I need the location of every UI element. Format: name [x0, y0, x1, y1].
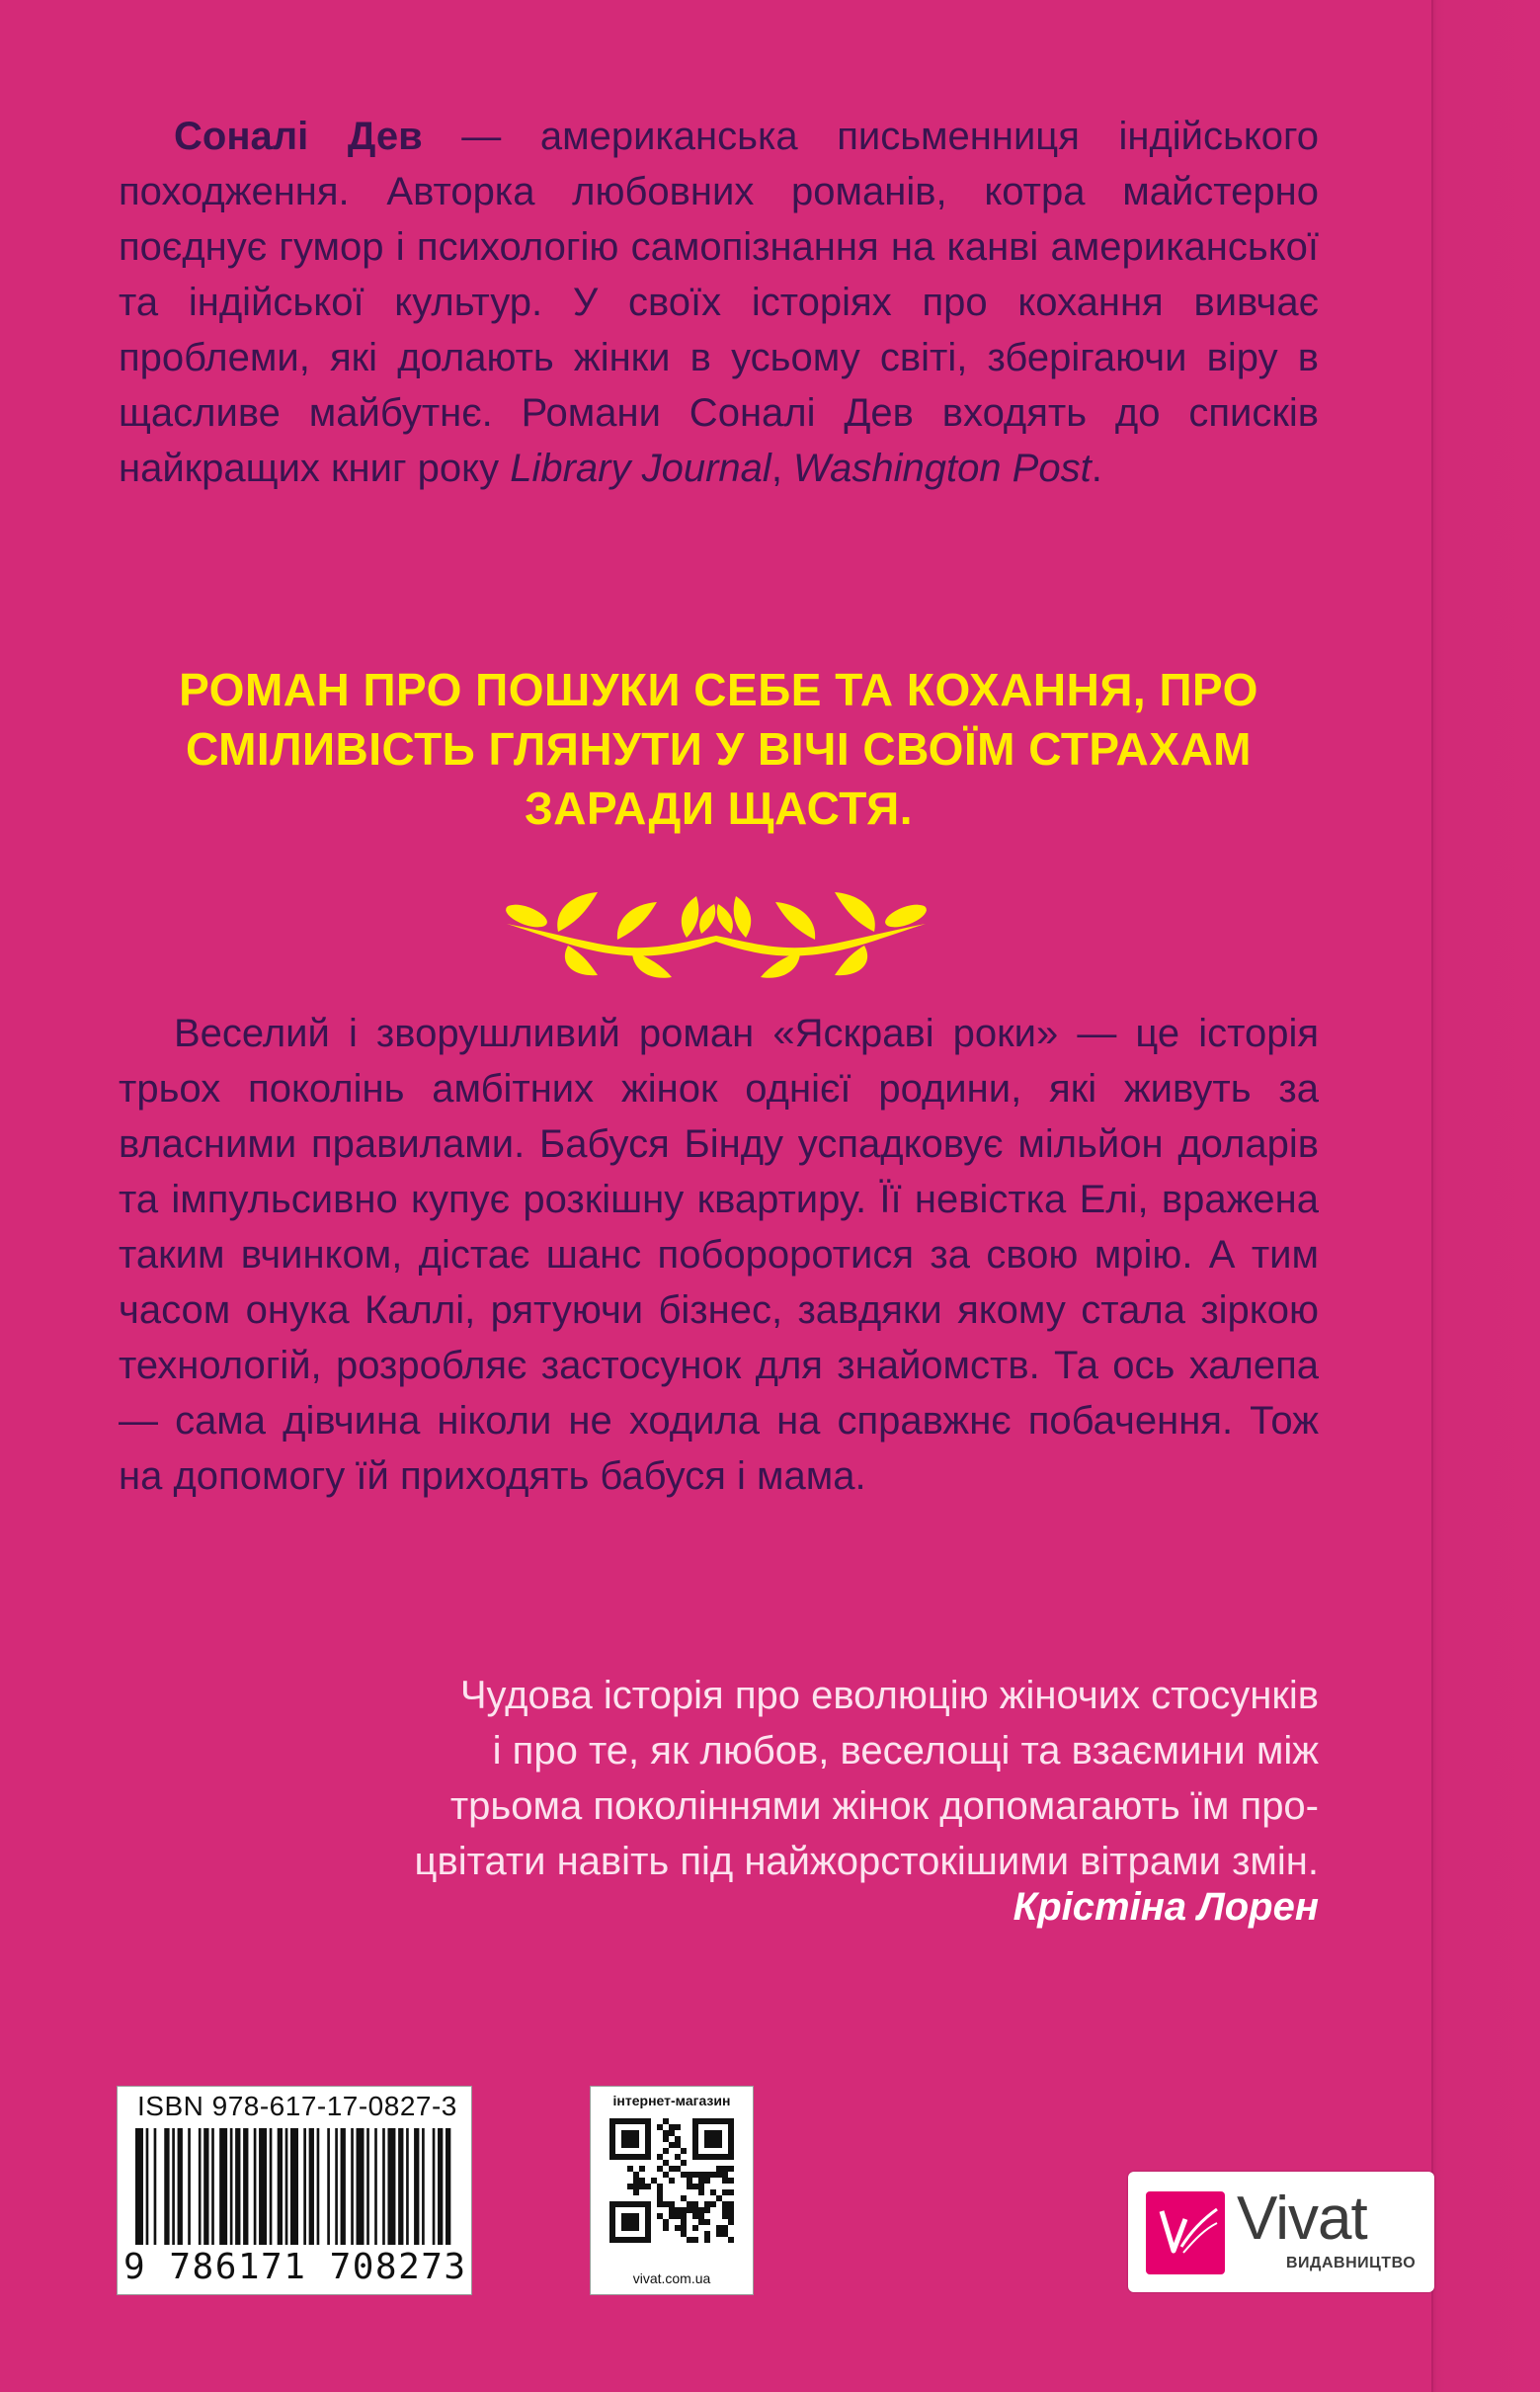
author-name: Сонaлі Дев	[174, 115, 423, 158]
barcode-icon	[135, 2128, 453, 2245]
leaf-ornament-icon	[499, 874, 933, 983]
review-quote	[346, 1668, 1319, 1889]
qr-site: vivat.com.ua	[632, 2270, 711, 2286]
qr-code-panel	[590, 2086, 754, 2295]
barcode-digits: 9 786171 708273	[123, 2247, 467, 2287]
quote-line: цвітати навіть під найжорстокішими вітрами змін.	[414, 1840, 1319, 1883]
quote-line: Чудова історія про еволюцію жіночих стосунків	[459, 1674, 1319, 1717]
publication-library-journal: Library Journal	[510, 447, 771, 490]
qr-code-icon	[609, 2118, 734, 2243]
tagline	[119, 660, 1319, 838]
publication-washington-post: Washington Post	[793, 447, 1092, 490]
quote-author: Крістіна Лорен	[1013, 1885, 1319, 1929]
synopsis	[119, 1006, 1319, 1504]
tagline-line: ЗАРАДИ ЩАСТЯ.	[524, 783, 914, 834]
author-bio	[119, 109, 1319, 496]
quote-line: і про те, як любов, веселощі та взаємини між	[492, 1729, 1319, 1773]
publisher-subtitle: ВИДАВНИЦТВО	[1286, 2255, 1417, 2271]
qr-label: інтернет-магазин	[612, 2093, 731, 2108]
bio-text: — американська письменниця індійського походження. Авторка любовних романів, котра майстерно поєднує гумор і психологію самопізнання на канві американської та індійської культур. У своїх історіях про кохання вивчає проблеми, які долають жінки в усьому світі, зберігаючи віру в щасливе майбутнє. Романи Сонaлі Дев входять до списків найкращих книг року	[119, 115, 1320, 490]
bio-end: .	[1091, 447, 1102, 490]
vivat-logo-icon	[1144, 2189, 1227, 2276]
spine-edge	[1431, 0, 1540, 2392]
isbn-barcode	[117, 2086, 472, 2295]
quote-line: трьома поколіннями жінок допомагають їм про-	[449, 1784, 1319, 1828]
publisher-name: Vivat	[1237, 2185, 1367, 2253]
publisher-logo	[1128, 2172, 1434, 2292]
isbn-label: ISBN 978-617-17-0827-3	[137, 2091, 457, 2121]
bio-separator: ,	[770, 447, 794, 490]
tagline-line: РОМАН ПРО ПОШУКИ СЕБЕ ТА КОХАННЯ, ПРО	[179, 664, 1258, 715]
synopsis-text: Веселий і зворушливий роман «Яскраві роки» — це історія трьох поколінь амбітних жінок однієї родини, які живуть за власними правилами. Бабуся Бінду успадковує мільйон доларів та імпульсивно купує розкішну квартиру. Її невістка Елі, вражена таким вчинком, дістає шанс побороротися за свою мрію. А тим часом онука Каллі, рятуючи бізнес, завдяки якому стала зіркою технологій, розробляє застосунок для знайомств. Та ось халепа — сама дівчина ніколи не ходила на справжнє побачення. Тож на допомогу їй приходять бабуся і мама.	[119, 1012, 1319, 1498]
tagline-line: СМІЛИВІСТЬ ГЛЯНУТИ У ВІЧІ СВОЇМ СТРАХАМ	[185, 723, 1252, 775]
